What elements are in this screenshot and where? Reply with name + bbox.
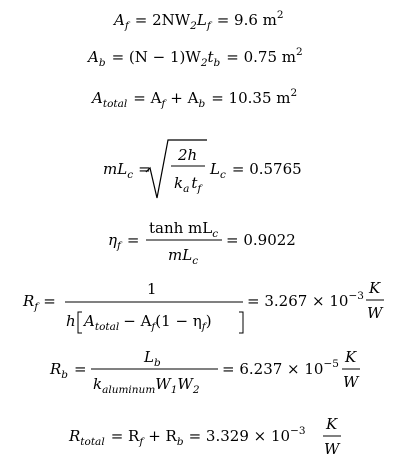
bracket-right (239, 312, 243, 333)
rhs-part: L (196, 11, 207, 29)
equals-sign: = (74, 360, 87, 378)
lhs-subscript: b (98, 57, 106, 69)
result-value: = 0.9022 (226, 231, 296, 249)
lhs-subscript: f (34, 301, 39, 313)
denominator-subscript: aluminum (102, 384, 156, 396)
lhs-symbol: R (69, 427, 81, 445)
equals-sign: = (138, 160, 151, 178)
denominator-part: k (93, 375, 103, 393)
svg-text:mLc (168, 246, 198, 267)
equation-fin-area (112, 9, 284, 32)
denominator-subscript: a (183, 183, 190, 195)
equation-fin-parameter (103, 140, 302, 198)
denominator-subscript: c (192, 255, 199, 267)
result-value: = 0.5765 (231, 160, 302, 178)
unit-denominator: W (324, 440, 340, 458)
rhs-part: = R (110, 427, 140, 445)
result-value: = 6.237 × 10 (222, 360, 324, 378)
lhs-symbol: η (108, 231, 117, 249)
rhs-part: = A (133, 89, 162, 107)
fraction-numerator: 1 (147, 280, 157, 298)
rhs-part: + A (170, 89, 199, 107)
svg-text:= 3.267 × 10−3 (247, 290, 364, 310)
lhs-subscript: c (127, 169, 134, 181)
lhs-symbol: R (23, 292, 35, 310)
rhs-subscript: f (139, 436, 144, 448)
unit-denominator: W (343, 373, 359, 391)
denominator-subscript: total (94, 321, 120, 333)
denominator-subscript: f (151, 321, 156, 333)
lhs-symbol: A (114, 11, 125, 29)
svg-text:= 6.237 × 10−5 (222, 358, 339, 378)
equation-base-resistance (49, 348, 360, 396)
rhs-part: + R (148, 427, 177, 445)
result-exponent: −5 (323, 358, 339, 370)
svg-text:Rb= (49, 360, 87, 381)
svg-text:mLc= (103, 160, 151, 181)
unit-exponent: 2 (276, 9, 284, 21)
rhs-part: = 2NW (134, 11, 191, 29)
lhs-subscript: total (80, 436, 105, 448)
result-value: = 9.6 m (216, 11, 277, 29)
rhs-subscript: f (206, 20, 211, 32)
rhs-part: = (N − 1)W (111, 48, 201, 66)
denominator-part: h (66, 312, 76, 330)
length-symbol: L (210, 160, 220, 178)
svg-text:Rf= (22, 292, 56, 313)
lhs-symbol: A (92, 89, 103, 107)
svg-text:Af= 2NW2Lf= 9.6 m2 (112, 9, 284, 32)
lhs-subscript: f (117, 240, 121, 252)
rhs-part: t (207, 48, 214, 66)
denominator-part: A (84, 312, 95, 330)
rhs-subscript: b (198, 98, 206, 110)
lhs-symbol: R (50, 360, 62, 378)
fraction-denominator: mL (168, 246, 193, 264)
svg-text:Atotal− Af(1 − ηf) (82, 312, 212, 333)
unit-exponent: 2 (296, 46, 303, 58)
svg-text:Ab= (N − 1)W2tb= 0.75 m2 (86, 46, 303, 69)
unit-exponent: 2 (290, 87, 298, 99)
lhs-subscript: f (124, 20, 129, 32)
denominator-part: W (155, 375, 171, 393)
result-value: = 3.329 × 10 (188, 427, 291, 445)
rhs-subscript: 2 (200, 57, 208, 69)
fraction-numerator: L (144, 348, 154, 366)
svg-text:Lb (143, 348, 161, 369)
denominator-part: t (191, 174, 198, 192)
result-value: = 10.35 m (211, 89, 291, 107)
lhs-subscript: total (102, 98, 128, 110)
rhs-subscript: b (213, 57, 221, 69)
result-value: = 0.75 m (226, 48, 296, 66)
denominator-subscript: f (197, 183, 202, 195)
unit-numerator: K (369, 279, 381, 297)
equation-base-area (86, 46, 303, 69)
lhs-subscript: b (61, 369, 69, 381)
lhs-symbol: A (88, 48, 99, 66)
denominator-subscript: 2 (192, 384, 200, 396)
fraction-denominator: k (174, 174, 184, 192)
denominator-subscript: f (201, 321, 206, 333)
unit-denominator: W (367, 304, 383, 322)
numerator-subscript: b (153, 357, 161, 369)
svg-text:tanh mLc (149, 219, 218, 240)
denominator-part: ) (205, 312, 212, 330)
denominator-part: − A (123, 312, 152, 330)
denominator-subscript: 1 (170, 384, 178, 396)
length-subscript: c (219, 169, 226, 181)
result-value: = 3.267 × 10 (247, 292, 349, 310)
denominator-part: W (177, 375, 193, 393)
fraction-numerator: 2h (178, 146, 198, 164)
fraction-numerator: tanh mL (149, 219, 213, 237)
lhs-symbol: mL (103, 160, 128, 178)
bracket-left (78, 312, 82, 333)
equals-sign: = (43, 292, 56, 310)
result-exponent: −3 (290, 425, 306, 437)
equation-total-area (90, 87, 297, 110)
svg-text:Rtotal= Rf+ Rb= 3.329 × 10−3 (68, 425, 306, 448)
svg-text:Atotal= Af+ Ab= 10.35 m2 (90, 87, 297, 110)
equation-total-resistance (68, 415, 341, 458)
unit-numerator: K (345, 348, 357, 366)
result-exponent: −3 (348, 290, 364, 302)
rhs-subscript: f (161, 98, 166, 110)
svg-text:kaluminumW1W2 (93, 375, 200, 396)
svg-text:Lc= 0.5765 (209, 160, 302, 181)
equation-fin-resistance (22, 279, 384, 333)
numerator-subscript: c (212, 228, 219, 240)
equals-sign: = (126, 231, 140, 249)
denominator-part: (1 − η (155, 312, 202, 330)
unit-numerator: K (326, 415, 338, 433)
rhs-subscript: b (176, 436, 184, 448)
svg-text:ηf= (108, 231, 139, 252)
svg-text:katf (174, 174, 203, 195)
equation-fin-efficiency (108, 219, 296, 267)
rhs-subscript: 2 (190, 20, 197, 32)
svg-text:h (66, 312, 76, 330)
